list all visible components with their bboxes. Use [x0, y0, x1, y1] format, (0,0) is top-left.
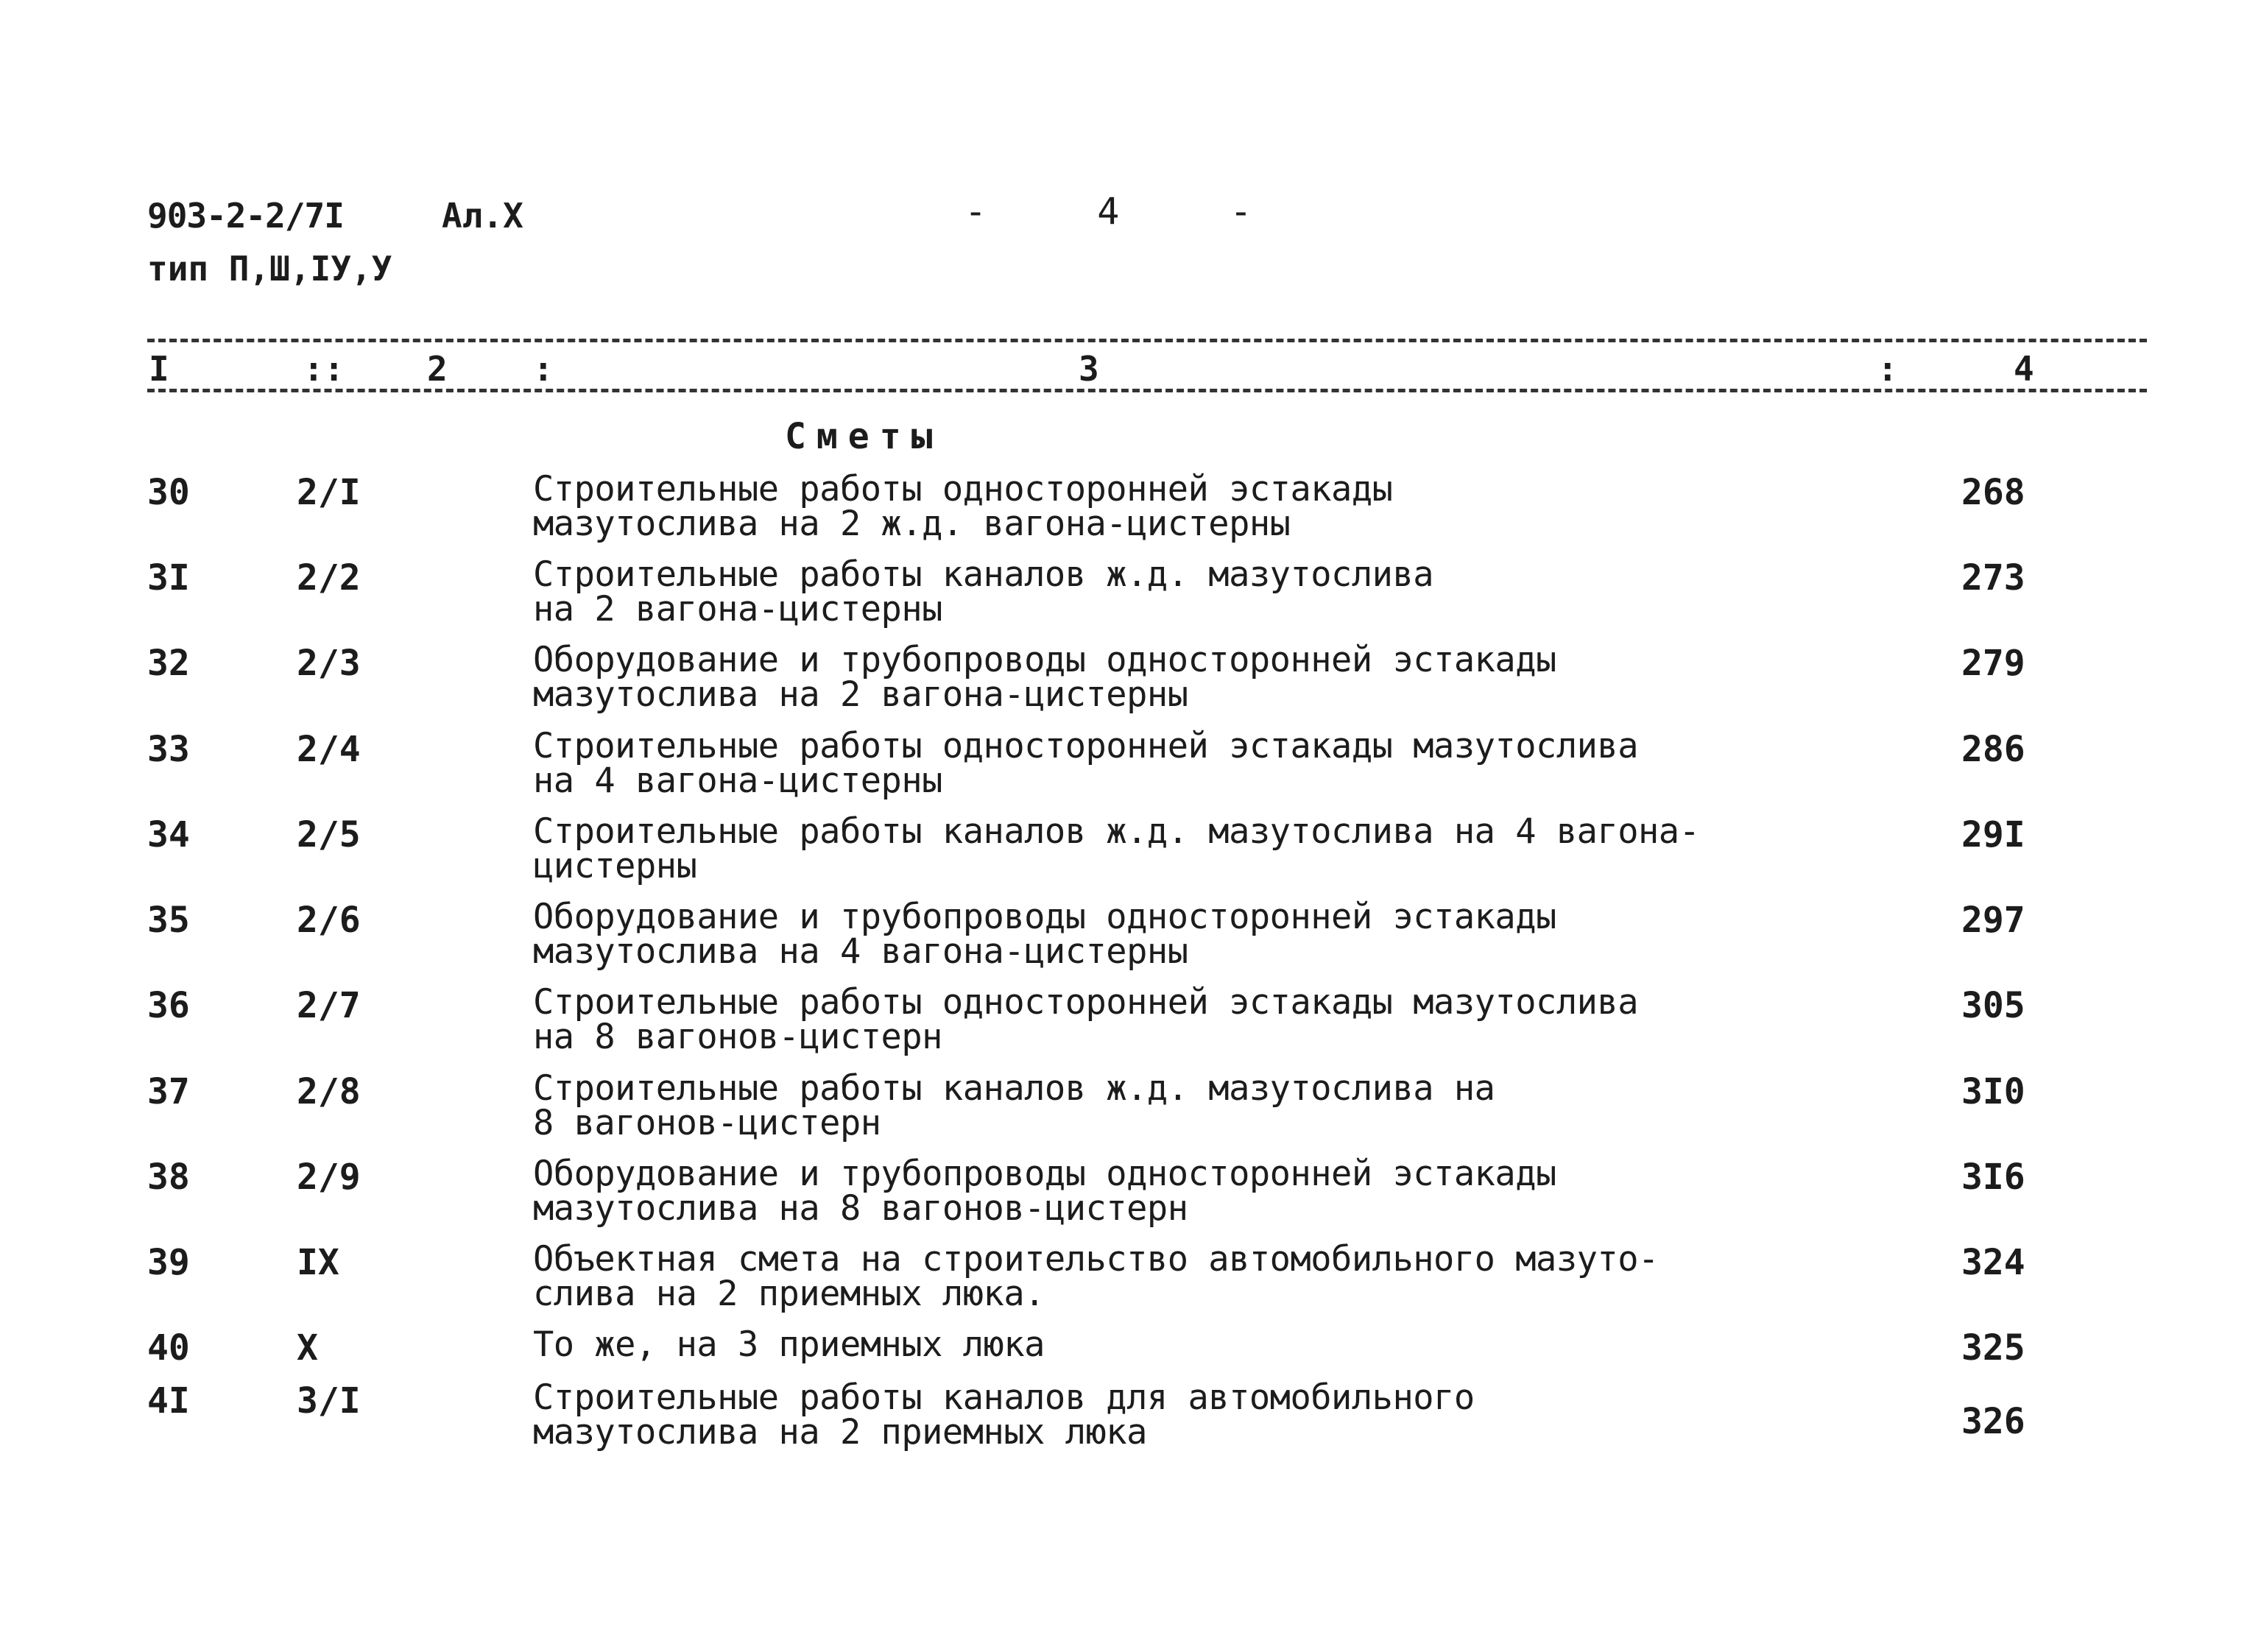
row-page: 324 [1961, 1242, 2025, 1283]
row-page: 3I6 [1961, 1157, 2025, 1198]
row-number: 38 [147, 1157, 190, 1198]
row-page: 297 [1961, 900, 2025, 941]
row-number: 30 [147, 472, 190, 513]
row-number: 34 [147, 814, 190, 855]
row-page: 3I0 [1961, 1071, 2025, 1112]
album-label: Ал.Х [442, 196, 523, 236]
row-description: То же, на 3 приемных люка [533, 1324, 1045, 1365]
row-description: Строительные работы каналов ж.д. мазутослива на 8 вагонов-цистерн [533, 1068, 1495, 1143]
row-number: 39 [147, 1242, 190, 1283]
document-code: 903-2-2/7I [147, 196, 344, 236]
table-top-rule [147, 339, 2147, 342]
row-description: Оборудование и трубопроводы односторонней эстакады мазутослива на 4 вагона-цистерны [533, 897, 1556, 972]
page-number: - 4 - [964, 190, 1297, 233]
row-reference: 2/8 [297, 1071, 361, 1112]
row-reference: 2/7 [297, 985, 361, 1026]
row-description: Строительные работы односторонней эстакады мазутослива на 4 вагона-цистерны [533, 726, 1639, 801]
row-reference: 2/9 [297, 1157, 361, 1198]
row-number: 3I [147, 557, 190, 599]
table-header-rule [147, 389, 2147, 392]
row-page: 286 [1961, 729, 2025, 770]
row-reference: 2/5 [297, 814, 361, 855]
row-number: 32 [147, 643, 190, 684]
row-page: 326 [1961, 1401, 2025, 1442]
row-number: 36 [147, 985, 190, 1026]
row-page: 325 [1961, 1327, 2025, 1369]
row-description: Объектная смета на строительство автомобильного мазуто- слива на 2 приемных люка. [533, 1239, 1659, 1314]
column-3-header: 3 [1079, 349, 1099, 389]
column-separator: :: [303, 349, 345, 389]
row-reference: X [297, 1327, 318, 1369]
row-description: Строительные работы каналов ж.д. мазутослива на 4 вагона- цистерны [533, 811, 1700, 886]
row-number: 35 [147, 900, 190, 941]
row-reference: 3/I [297, 1380, 361, 1422]
row-page: 305 [1961, 985, 2025, 1026]
row-page: 279 [1961, 643, 2025, 684]
row-number: 4I [147, 1380, 190, 1422]
types-label: тип П,Ш,IУ,У [147, 249, 392, 289]
row-description: Строительные работы каналов ж.д. мазутослива на 2 вагона-цистерны [533, 554, 1434, 629]
row-reference: 2/4 [297, 729, 361, 770]
row-reference: 2/3 [297, 643, 361, 684]
row-page: 268 [1961, 472, 2025, 513]
row-description: Оборудование и трубопроводы односторонней эстакады мазутослива на 2 вагона-цистерны [533, 640, 1556, 715]
row-reference: 2/I [297, 472, 361, 513]
column-1-header: I [149, 349, 169, 389]
row-description: Строительные работы односторонней эстакады мазутослива на 8 вагонов-цистерн [533, 982, 1639, 1057]
column-2-header: 2 [427, 349, 448, 389]
row-page: 273 [1961, 557, 2025, 599]
row-number: 40 [147, 1327, 190, 1369]
column-separator: : [1877, 349, 1898, 389]
row-number: 37 [147, 1071, 190, 1112]
row-reference: IX [297, 1242, 339, 1283]
column-4-header: 4 [2014, 349, 2034, 389]
column-separator: : [533, 349, 554, 389]
row-page: 29I [1961, 814, 2025, 855]
row-description: Строительные работы каналов для автомобильного мазутослива на 2 приемных люка [533, 1377, 1475, 1452]
row-reference: 2/2 [297, 557, 361, 599]
row-description: Строительные работы односторонней эстакады мазутослива на 2 ж.д. вагона-цистерны [533, 469, 1393, 544]
row-description: Оборудование и трубопроводы односторонней эстакады мазутослива на 8 вагонов-цистерн [533, 1154, 1556, 1229]
section-title: Сметы [785, 416, 943, 457]
row-number: 33 [147, 729, 190, 770]
row-reference: 2/6 [297, 900, 361, 941]
